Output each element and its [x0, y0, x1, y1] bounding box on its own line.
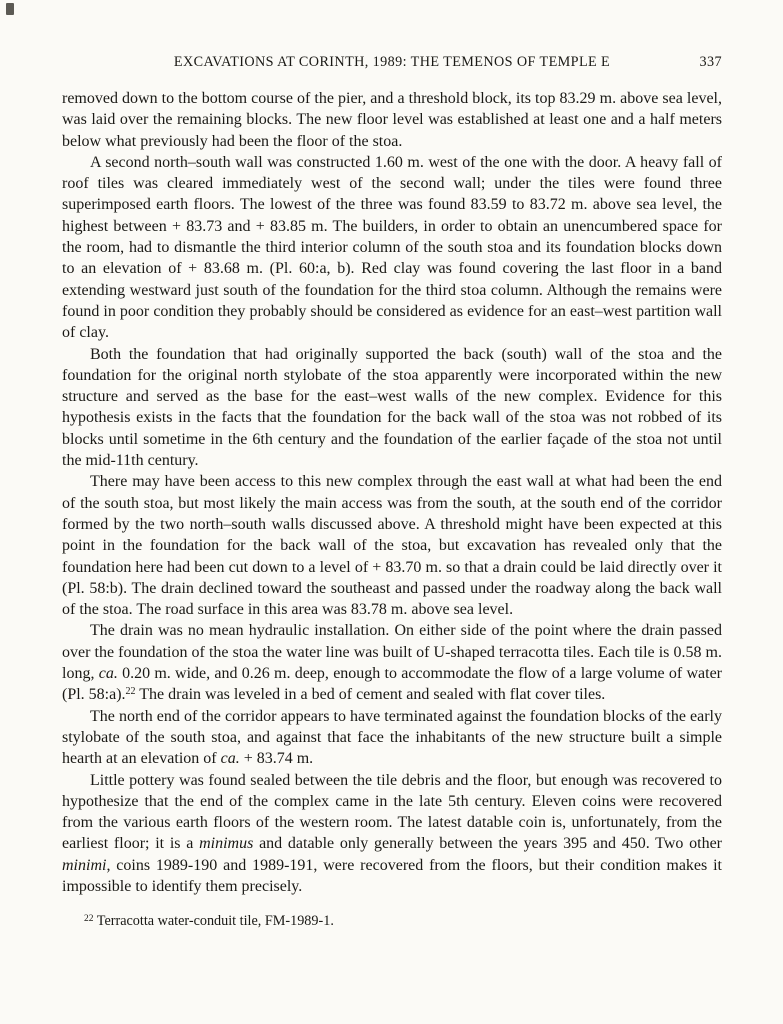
running-head	[62, 54, 722, 71]
running-title: EXCAVATIONS AT CORINTH, 1989: THE TEMENOS OF TEMPLE E	[173, 54, 611, 70]
scan-artifact	[6, 3, 14, 15]
paragraph-text: 0.20 m. wide, and 0.26 m. deep, enough to accommodate the flow of a large volume of water (Pl. 58:a).	[62, 665, 723, 704]
latin-term: minimus	[199, 835, 254, 853]
footnotes-section	[62, 912, 722, 931]
paragraph-text: Little pottery was found sealed between the tile debris and the floor, but enough was recovered to hypothesize that the end of the complex came in the late 5th century. Eleven coins were recovered from the various earth floors of the western room. The latest datable coin is, unfortunately, from the earliest floor; it is a	[62, 771, 722, 853]
paragraph-text: + 83.74 m.	[239, 750, 314, 768]
latin-term: minimi	[62, 856, 107, 874]
page-number: 337	[699, 54, 722, 70]
paragraph-7	[62, 770, 722, 898]
page-content	[62, 54, 722, 931]
footnote-number: 22	[84, 913, 94, 924]
paragraph-3: Both the foundation that had originally supported the back (south) wall of the stoa and the foundation for the original north stylobate of the stoa apparently were incorporated within the new structure and served as the base for the east–west walls of the new complex. Evidence for this hypothesis exists in the facts that the foundation for the back wall of the stoa was not robbed of its blocks until sometime in the 6th century and the foundation of the earlier façade of the stoa not until the mid-11th century.	[62, 345, 722, 470]
paragraph-6	[62, 706, 722, 770]
latin-abbreviation: ca.	[220, 750, 240, 768]
paragraph-text: and datable only generally between the years 395 and 450. Two other	[253, 835, 722, 853]
paragraph-text: The north end of the corridor appears to have terminated against the foundation blocks of the early stylobate of the south stoa, and against that face the inhabitants of the new structure built a simple hearth at an elevation of	[62, 707, 722, 768]
article-body	[62, 88, 722, 897]
footnote-22	[62, 912, 722, 931]
paragraph-text: The drain was leveled in a bed of cement and sealed with flat cover tiles.	[135, 686, 606, 704]
paragraph-2: A second north–south wall was constructed 1.60 m. west of the one with the door. A heavy fall of roof tiles was cleared immediately west of the second wall; under the tiles were found three superimposed earth floors. The lowest of the three was found 83.59 to 83.72 m. above sea level, the highest between + 83.73 and + 83.85 m. The builders, in order to obtain an unencumbered space for the room, had to dismantle the third interior column of the south stoa and its foundation blocks down to an elevation of + 83.68 m. (Pl. 60:a, b). Red clay was found covering the last floor in a band extending westward just south of the foundation for the third stoa column. Although the remains were found in poor condition they probably should be considered as evidence for an east–west partition wall of clay.	[62, 153, 722, 342]
paragraph-4: There may have been access to this new complex through the east wall at what had been the end of the south stoa, but most likely the main access was from the south, at the south end of the corridor formed by the two north–south walls discussed above. A threshold might have been expected at this point in the foundation for the back wall of the stoa, but excavation has revealed only that the foundation here had been cut down to a level of + 83.70 m. so that a drain could be laid directly over it (Pl. 58:b). The drain declined toward the southeast and passed under the roadway along the back wall of the stoa. The road surface in this area was 83.78 m. above sea level.	[62, 473, 722, 619]
footnote-text: Terracotta water-conduit tile, FM-1989-1.	[93, 913, 334, 930]
paragraph-5	[62, 620, 722, 705]
paragraph-text: The drain was no mean hydraulic installation. On either side of the point where the drain passed over the foundation of the stoa the water line was built of U-shaped terracotta tiles. Each tile is 0.58 m. long,	[62, 622, 722, 683]
paragraph-text: , coins 1989-190 and 1989-191, were recovered from the floors, but their condition makes it impossible to identify them precisely.	[62, 856, 722, 895]
paragraph-1: removed down to the bottom course of the pier, and a threshold block, its top 83.29 m. above sea level, was laid over the remaining blocks. The new floor level was established at least one and a half meters below what previously had been the floor of the stoa.	[62, 90, 722, 150]
footnote-reference-22: 22	[125, 685, 136, 697]
latin-abbreviation: ca.	[98, 665, 118, 683]
